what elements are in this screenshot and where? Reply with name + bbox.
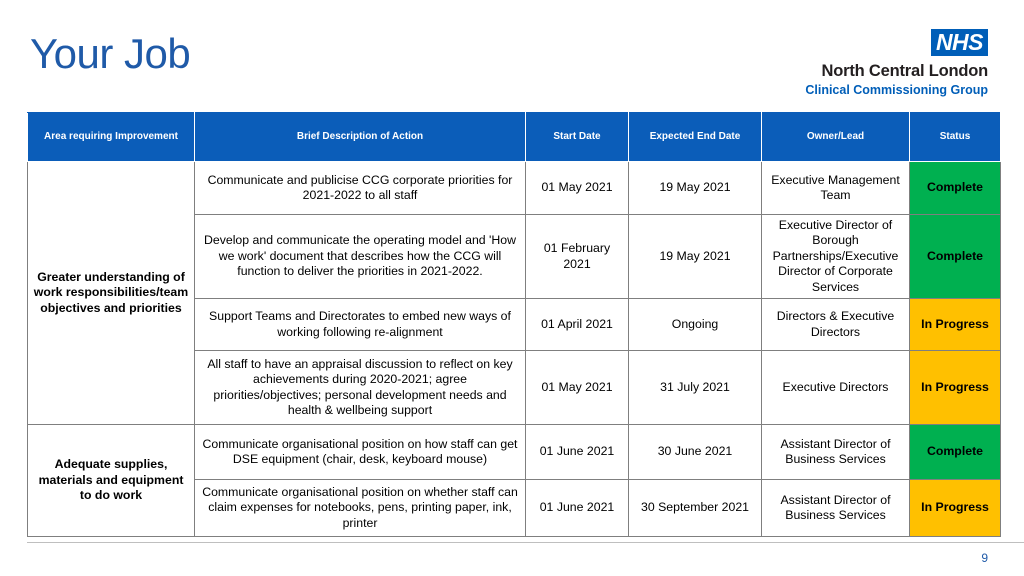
owner-cell: Executive Director of Borough Partnerships/Executive Director of Corporate Services bbox=[762, 215, 910, 299]
nhs-badge: NHS bbox=[931, 29, 988, 56]
action-plan-table bbox=[27, 112, 1001, 537]
page-title: Your Job bbox=[30, 30, 191, 77]
start-date-cell: 01 February 2021 bbox=[526, 215, 629, 299]
end-date-cell: Ongoing bbox=[629, 299, 762, 351]
footer-divider bbox=[27, 542, 1024, 543]
start-date-cell: 01 June 2021 bbox=[526, 425, 629, 480]
status-badge: In Progress bbox=[910, 299, 1001, 351]
end-date-cell: 30 June 2021 bbox=[629, 425, 762, 480]
org-name: North Central London bbox=[821, 62, 988, 80]
end-date-cell: 30 September 2021 bbox=[629, 480, 762, 537]
area-cell: Adequate supplies, materials and equipment to do work bbox=[28, 425, 195, 537]
page-number: 9 bbox=[981, 551, 988, 565]
end-date-cell: 19 May 2021 bbox=[629, 162, 762, 215]
start-date-cell: 01 May 2021 bbox=[526, 162, 629, 215]
owner-cell: Assistant Director of Business Services bbox=[762, 480, 910, 537]
description-cell: Support Teams and Directorates to embed new ways of working following re-alignment bbox=[195, 299, 526, 351]
status-badge: Complete bbox=[910, 215, 1001, 299]
description-cell: Communicate organisational position on whether staff can claim expenses for notebooks, pens, printing paper, ink, printer bbox=[195, 480, 526, 537]
status-badge: Complete bbox=[910, 162, 1001, 215]
description-cell: Communicate and publicise CCG corporate priorities for 2021-2022 to all staff bbox=[195, 162, 526, 215]
org-subtitle: Clinical Commissioning Group bbox=[805, 83, 988, 97]
status-badge: In Progress bbox=[910, 480, 1001, 537]
status-badge: Complete bbox=[910, 425, 1001, 480]
description-cell: Communicate organisational position on how staff can get DSE equipment (chair, desk, keyboard mouse) bbox=[195, 425, 526, 480]
area-cell: Greater understanding of work responsibilities/team objectives and priorities bbox=[28, 162, 195, 425]
end-date-cell: 31 July 2021 bbox=[629, 351, 762, 425]
table-row bbox=[28, 162, 1001, 215]
header-start-date: Start Date bbox=[526, 113, 629, 162]
header-owner: Owner/Lead bbox=[762, 113, 910, 162]
status-badge: In Progress bbox=[910, 351, 1001, 425]
owner-cell: Executive Management Team bbox=[762, 162, 910, 215]
owner-cell: Assistant Director of Business Services bbox=[762, 425, 910, 480]
description-cell: Develop and communicate the operating model and 'How we work' document that describes how the CCG will function to deliver the priorities in 2021-2022. bbox=[195, 215, 526, 299]
header-end-date: Expected End Date bbox=[629, 113, 762, 162]
start-date-cell: 01 April 2021 bbox=[526, 299, 629, 351]
owner-cell: Directors & Executive Directors bbox=[762, 299, 910, 351]
table-row bbox=[28, 425, 1001, 480]
start-date-cell: 01 June 2021 bbox=[526, 480, 629, 537]
description-cell: All staff to have an appraisal discussion to reflect on key achievements during 2020-2021; agree priorities/objectives; personal development needs and health & wellbeing support bbox=[195, 351, 526, 425]
owner-cell: Executive Directors bbox=[762, 351, 910, 425]
header-description: Brief Description of Action bbox=[195, 113, 526, 162]
header-status: Status bbox=[910, 113, 1001, 162]
header-area: Area requiring Improvement bbox=[28, 113, 195, 162]
table-header-row bbox=[28, 113, 1001, 162]
nhs-logo bbox=[768, 29, 988, 97]
start-date-cell: 01 May 2021 bbox=[526, 351, 629, 425]
end-date-cell: 19 May 2021 bbox=[629, 215, 762, 299]
